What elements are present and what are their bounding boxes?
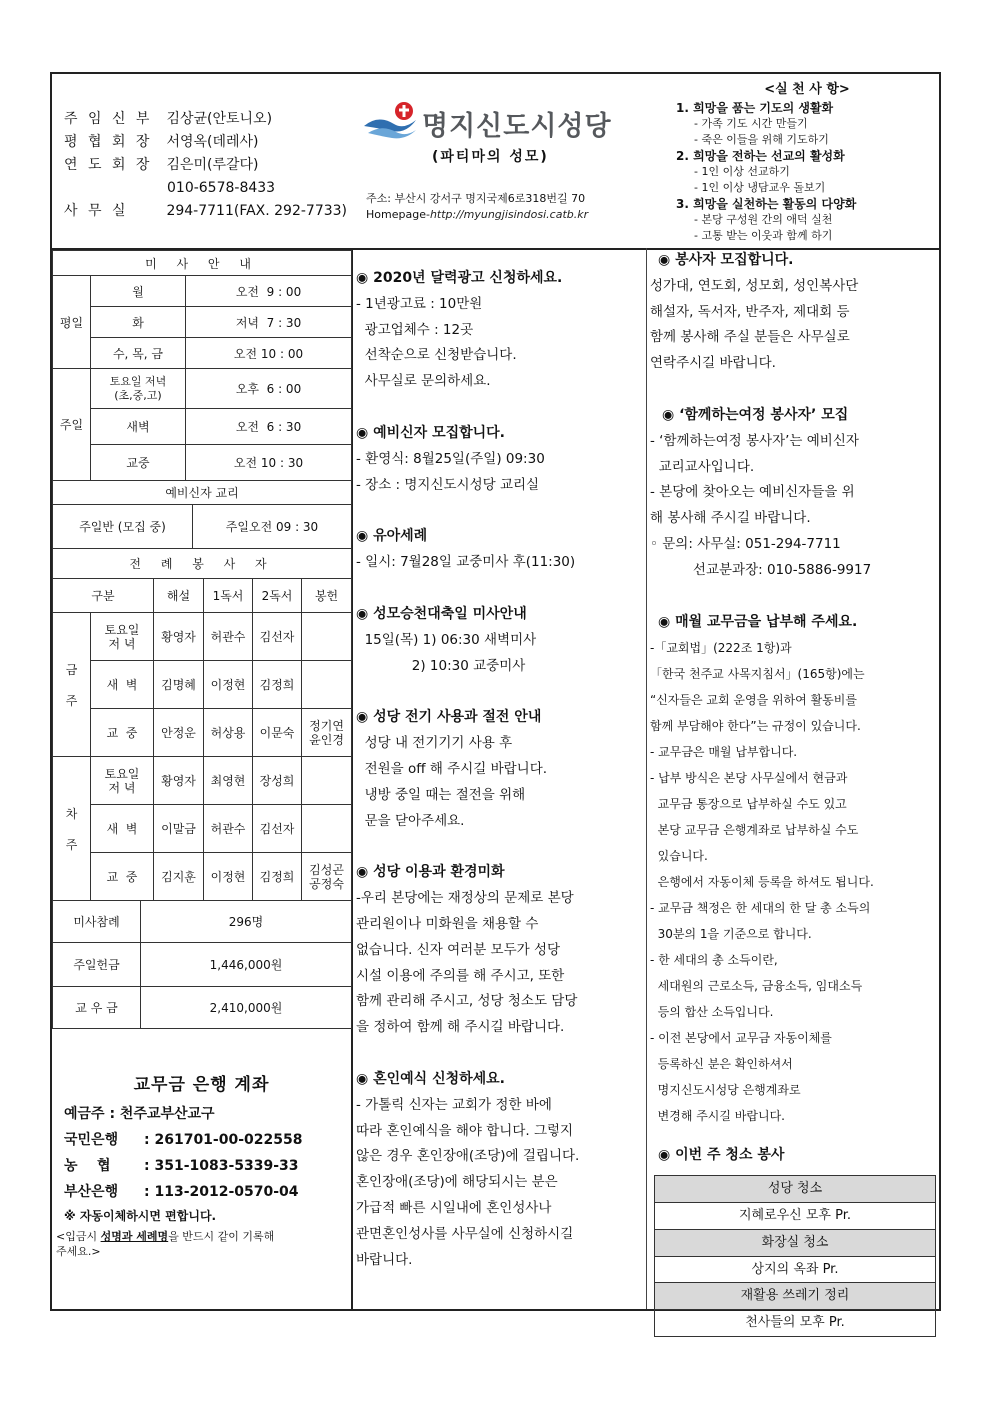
mass-title: 미 사 안 내 bbox=[53, 251, 352, 276]
heading-text: 혼인예식 신청하세요. bbox=[373, 1070, 506, 1087]
column-divider-right bbox=[646, 248, 647, 1309]
body-line: 따라 혼인예식을 해야 합니다. 그렇지 bbox=[356, 1122, 574, 1139]
liturgy-cell: 황영자 bbox=[154, 613, 204, 661]
section-heading bbox=[356, 266, 646, 292]
body-line: - 일시: 7월28일 교중미사 후(11:30) bbox=[356, 554, 576, 571]
bank-accounts bbox=[52, 1038, 351, 1259]
liturgy-cell: 이말금 bbox=[154, 805, 204, 853]
body-line: - ‘함께하는여정 봉사자’는 예비신자 bbox=[650, 432, 859, 449]
homepage-link[interactable]: http://myungjisindosi.catb.kr bbox=[429, 208, 589, 221]
liturgy-cell: 김명혜 bbox=[154, 661, 204, 709]
liturgy-cell: 정기연 윤인경 bbox=[302, 709, 352, 757]
catechumen-table bbox=[52, 480, 352, 549]
practice-item: 2. 희망을 전하는 선교의 활성화 bbox=[676, 149, 845, 163]
liturgy-cell: 김정희 bbox=[253, 661, 302, 709]
body-line: - 납부 방식은 본당 사무실에서 현금과 bbox=[650, 771, 848, 786]
middle-column bbox=[356, 266, 646, 1273]
heading-text: 예비신자 모집합니다. bbox=[373, 424, 506, 441]
body-line: - 장소 : 명지신도시성당 교리실 bbox=[356, 476, 540, 493]
office-phone: 294-7711(FAX. 292-7733) bbox=[166, 203, 348, 219]
liturgy-cell: 이문숙 bbox=[253, 709, 302, 757]
body-line: 문을 닫아주세요. bbox=[356, 812, 465, 829]
liturgy-cell: 황영자 bbox=[154, 757, 204, 805]
practice-item: 1. 희망을 품는 기도의 생활화 bbox=[676, 101, 834, 115]
body-line: 함께 부담해야 한다”는 규정이 있습니다. bbox=[650, 719, 861, 734]
bullet-icon: ◉ bbox=[658, 613, 671, 630]
account-number: : 351-1083-5339-33 bbox=[144, 1158, 299, 1174]
body-line: 등록하신 분은 확인하셔서 bbox=[650, 1057, 793, 1072]
body-line: 있습니다. bbox=[650, 849, 708, 864]
staff-list bbox=[64, 108, 347, 223]
parish-name: 명지신도시성당 bbox=[422, 111, 612, 142]
liturgy-table bbox=[52, 548, 352, 901]
liturgy-cell: 김성곤 공정숙 bbox=[302, 853, 352, 901]
cleaning-table bbox=[654, 1175, 936, 1337]
liturgy-cell bbox=[302, 661, 352, 709]
liturgy-cell: 최영현 bbox=[204, 757, 253, 805]
practice-list bbox=[676, 82, 938, 244]
heading-text: ‘함께하는여정 봉사자’ 모집 bbox=[679, 406, 849, 423]
staff-role: 주 임 신 부 bbox=[64, 111, 153, 127]
body-line: 해설자, 독서자, 반주자, 제대회 등 bbox=[650, 303, 850, 320]
stat-value: 1,446,000원 bbox=[141, 943, 352, 987]
body-line: 해 봉사해 주시길 바랍니다. bbox=[650, 510, 811, 527]
practice-sub: - 1인 이상 선교하기 bbox=[694, 165, 790, 178]
liturgy-cell bbox=[302, 805, 352, 853]
body-line: - 한 세대의 총 소득이란, bbox=[650, 953, 778, 968]
liturgy-cell: 장성희 bbox=[253, 757, 302, 805]
body-line: 교리교사입니다. bbox=[650, 458, 755, 475]
body-line: - 본당에 찾아오는 예비신자들을 위 bbox=[650, 484, 855, 501]
body-line: - 교무금 책정은 한 세대의 한 달 총 소득의 bbox=[650, 901, 871, 916]
body-line: 명지신도시성당 은행계좌로 bbox=[650, 1083, 801, 1098]
mass-time: 오전 6 : 30 bbox=[186, 409, 352, 445]
cleaning-group: 천사들의 모후 Pr. bbox=[655, 1310, 936, 1337]
mass-day: 수, 목, 금 bbox=[91, 338, 186, 369]
section-heading bbox=[356, 421, 646, 447]
account-number: : 261701-00-022558 bbox=[144, 1132, 303, 1148]
body-line: 가급적 빠른 시일내에 혼인성사나 bbox=[356, 1199, 552, 1216]
liturgy-cell bbox=[302, 613, 352, 661]
this-week-label: 금 주 bbox=[53, 613, 91, 757]
cleaning-group: 상지의 옥좌 Pr. bbox=[655, 1256, 936, 1283]
stat-value: 296명 bbox=[141, 901, 352, 943]
section-heading bbox=[356, 524, 646, 550]
heading-text: 매월 교무금을 납부해 주세요. bbox=[675, 613, 858, 630]
liturgy-cell: 이정현 bbox=[204, 661, 253, 709]
cleaning-task: 성당 청소 bbox=[655, 1176, 936, 1203]
body-line: 선착순으로 신청받습니다. bbox=[356, 347, 517, 364]
body-line: 세대원의 근로소득, 금융소득, 임대소득 bbox=[650, 979, 863, 994]
heading-text: 이번 주 청소 봉사 bbox=[675, 1147, 785, 1164]
bullet-icon: ◉ bbox=[356, 424, 369, 441]
mass-time: 저녁 7 : 30 bbox=[186, 307, 352, 338]
liturgy-mass: 교 중 bbox=[91, 709, 154, 757]
stat-label: 교 우 금 bbox=[53, 987, 141, 1029]
liturgy-mass: 새 벽 bbox=[91, 661, 154, 709]
parish-logo bbox=[360, 100, 650, 140]
next-week-label: 차 주 bbox=[53, 757, 91, 901]
foot-text: 주세요.> bbox=[56, 1245, 101, 1258]
body-line: 광고업체수 : 12곳 bbox=[356, 321, 474, 338]
bullet-icon: ◉ bbox=[356, 1070, 369, 1087]
bank-account bbox=[52, 1179, 351, 1205]
staff-phone: 010-6578-8433 bbox=[167, 180, 276, 196]
bullet-icon: ◉ bbox=[356, 864, 369, 881]
bank-note: ※ 자동이체하시면 편합니다. bbox=[64, 1209, 217, 1223]
mass-day: 월 bbox=[91, 276, 186, 307]
liturgy-header: 구분 bbox=[53, 579, 154, 613]
staff-role: 평 협 회 장 bbox=[64, 134, 153, 150]
bank-title: 교무금 은행 계좌 bbox=[133, 1075, 270, 1095]
mass-day: 교중 bbox=[91, 445, 186, 481]
practice-title: <실 천 사 항> bbox=[764, 82, 850, 97]
body-line: 교무금 통장으로 납부하실 수도 있고 bbox=[650, 797, 847, 812]
bank-account bbox=[52, 1153, 351, 1179]
stat-label: 미사참례 bbox=[53, 901, 141, 943]
mass-day: 화 bbox=[91, 307, 186, 338]
liturgy-mass: 토요일 저 녁 bbox=[91, 613, 154, 661]
body-line: 않은 경우 혼인장애(조당)에 걸립니다. bbox=[356, 1148, 580, 1165]
section-heading bbox=[650, 1143, 940, 1169]
body-line: 30분의 1을 기준으로 합니다. bbox=[650, 927, 812, 942]
body-line: - 교무금은 매월 납부합니다. bbox=[650, 745, 798, 760]
liturgy-cell: 허관수 bbox=[204, 613, 253, 661]
body-line: 은행에서 자동이체 등록을 하셔도 됩니다. bbox=[650, 875, 874, 890]
body-line: 혼인장애(조당)에 해당되시는 분은 bbox=[356, 1174, 558, 1191]
section-heading bbox=[356, 705, 646, 731]
body-line: -「교회법」(222조 1항)과 bbox=[650, 641, 792, 656]
body-line: 을 정하여 함께 해 주시길 바랍니다. bbox=[356, 1019, 565, 1036]
practice-sub: - 고통 받는 이웃과 함께 하기 bbox=[694, 229, 833, 242]
body-line: 등의 합산 소득입니다. bbox=[650, 1005, 774, 1020]
bank-name: 국민은행 bbox=[64, 1132, 119, 1148]
bullet-icon: ◉ bbox=[658, 1147, 671, 1164]
right-column bbox=[650, 248, 940, 1337]
body-line: - 환영식: 8월25일(주일) 09:30 bbox=[356, 450, 545, 467]
mass-schedule-table bbox=[52, 250, 352, 481]
bank-name: 부산은행 bbox=[64, 1184, 119, 1200]
bullet-icon: ◉ bbox=[356, 270, 369, 286]
section-heading bbox=[650, 403, 940, 429]
section-heading bbox=[650, 610, 940, 636]
bullet-icon: ◉ bbox=[658, 252, 671, 268]
bullet-icon: ◉ bbox=[356, 709, 369, 726]
staff-role: 사 무 실 bbox=[64, 203, 129, 219]
heading-text: 성당 이용과 환경미화 bbox=[373, 864, 505, 881]
mass-time: 오전 10 : 00 bbox=[186, 338, 352, 369]
body-line: 본당 교무금 은행계좌로 납부하실 수도 bbox=[650, 823, 859, 838]
mass-day: 토요일 저녁 (초,중,고) bbox=[91, 369, 186, 409]
practice-sub: - 1인 이상 냉담교우 돌보기 bbox=[694, 181, 826, 194]
body-line: 선교분과장: 010-5886-9917 bbox=[650, 561, 872, 578]
address: 주소: 부산시 강서구 명지국제6로318번길 70 bbox=[366, 192, 586, 205]
weekday-label: 평일 bbox=[53, 276, 91, 369]
body-line: 15일(목) 1) 06:30 새벽미사 bbox=[356, 631, 537, 648]
liturgy-cell: 김선자 bbox=[253, 613, 302, 661]
bullet-icon: ◉ bbox=[356, 528, 369, 545]
body-line: 성당 내 전기기기 사용 후 bbox=[356, 735, 513, 752]
foot-emphasis: 성명과 세례명 bbox=[100, 1230, 169, 1243]
bank-holder: 예금주 : 천주교부산교구 bbox=[64, 1106, 215, 1122]
bank-name: 농 협 bbox=[64, 1158, 111, 1174]
staff-name: 서영옥(데레사) bbox=[166, 134, 259, 150]
liturgy-mass: 토요일 저 녁 bbox=[91, 757, 154, 805]
body-line: -우리 본당에는 재정상의 문제로 본당 bbox=[356, 890, 574, 907]
cleaning-group: 지혜로우신 모후 Pr. bbox=[655, 1202, 936, 1229]
section-heading bbox=[356, 860, 646, 886]
staff-role: 연 도 회 장 bbox=[64, 157, 153, 173]
liturgy-cell: 허관수 bbox=[204, 805, 253, 853]
body-line: - 가톨릭 신자는 교회가 정한 바에 bbox=[356, 1096, 552, 1113]
heading-text: 성모승천대축일 미사안내 bbox=[373, 605, 527, 622]
liturgy-cell: 김선자 bbox=[253, 805, 302, 853]
section-heading bbox=[356, 602, 646, 628]
liturgy-cell: 안정운 bbox=[154, 709, 204, 757]
bank-foot bbox=[52, 1229, 351, 1259]
practice-sub: - 가족 기도 시간 만들기 bbox=[694, 117, 808, 130]
bullet-icon: ◉ bbox=[356, 605, 369, 622]
liturgy-cell: 김정희 bbox=[253, 853, 302, 901]
body-line: ◦ 문의: 사무실: 051-294-7711 bbox=[650, 535, 841, 552]
account-number: : 113-2012-0570-04 bbox=[144, 1184, 299, 1200]
body-line: 시설 이용에 주의를 해 주시고, 또한 bbox=[356, 967, 565, 984]
catechumen-title: 예비신자 교리 bbox=[53, 481, 352, 505]
parish-logo-icon bbox=[360, 100, 420, 140]
liturgy-mass: 교 중 bbox=[91, 853, 154, 901]
body-line: 냉방 중일 때는 절전을 위해 bbox=[356, 786, 526, 803]
catechumen-time: 주일오전 09 : 30 bbox=[193, 505, 352, 549]
stats-table bbox=[52, 900, 352, 1029]
body-line: 바랍니다. bbox=[356, 1251, 413, 1268]
mass-time: 오후 6 : 00 bbox=[186, 369, 352, 409]
body-line: 성가대, 연도회, 성모회, 성인복사단 bbox=[650, 277, 859, 294]
heading-text: 유아세례 bbox=[373, 528, 428, 545]
practice-sub: - 죽은 이들을 위해 기도하기 bbox=[694, 133, 829, 146]
heading-text: 봉사자 모집합니다. bbox=[675, 252, 794, 268]
heading-text: 성당 전기 사용과 절전 안내 bbox=[373, 709, 542, 726]
liturgy-cell: 허상용 bbox=[204, 709, 253, 757]
liturgy-header: 1독서 bbox=[204, 579, 253, 613]
practice-item: 3. 희망을 실천하는 활동의 다양화 bbox=[676, 197, 857, 211]
body-line: - 1년광고료 : 10만원 bbox=[356, 295, 483, 312]
stat-value: 2,410,000원 bbox=[141, 987, 352, 1029]
bullet-icon: ◉ bbox=[662, 406, 675, 423]
foot-text: <입금시 bbox=[56, 1230, 101, 1243]
catechumen-class: 주일반 (모집 중) bbox=[53, 505, 193, 549]
body-line: 연락주시길 바랍니다. bbox=[650, 355, 776, 372]
bank-account bbox=[52, 1127, 351, 1153]
sunday-label: 주일 bbox=[53, 369, 91, 481]
left-column bbox=[52, 250, 351, 1258]
section-heading bbox=[650, 248, 940, 274]
foot-text: 을 반드시 같이 기록해 bbox=[168, 1230, 275, 1243]
homepage-label: Homepage- bbox=[366, 208, 430, 221]
liturgy-title: 전 례 봉 사 자 bbox=[53, 549, 352, 579]
staff-name: 김상균(안토니오) bbox=[166, 111, 273, 127]
homepage bbox=[366, 208, 588, 221]
body-line: 관리원이나 미화원을 채용할 수 bbox=[356, 915, 539, 932]
body-line: “신자들은 교회 운영을 위하여 활동비를 bbox=[650, 693, 857, 708]
body-line: 관면혼인성사를 사무실에 신청하시길 bbox=[356, 1225, 574, 1242]
body-line: 함께 관리해 주시고, 성당 청소도 담당 bbox=[356, 993, 578, 1010]
cleaning-task: 화장실 청소 bbox=[655, 1229, 936, 1256]
body-line: 사무실로 문의하세요. bbox=[356, 373, 491, 390]
stat-label: 주일헌금 bbox=[53, 943, 141, 987]
liturgy-cell: 김지훈 bbox=[154, 853, 204, 901]
liturgy-mass: 새 벽 bbox=[91, 805, 154, 853]
mass-time: 오전 9 : 00 bbox=[186, 276, 352, 307]
body-line: - 이전 본당에서 교무금 자동이체를 bbox=[650, 1031, 832, 1046]
patron-title: (파티마의 성모) bbox=[432, 149, 549, 165]
liturgy-header: 봉헌 bbox=[302, 579, 352, 613]
body-line: 전원을 off 해 주시길 바랍니다. bbox=[356, 760, 548, 777]
body-line: 2) 10:30 교중미사 bbox=[356, 657, 526, 674]
section-heading bbox=[356, 1067, 646, 1093]
body-line: 변경해 주시길 바랍니다. bbox=[650, 1109, 785, 1124]
liturgy-header: 해설 bbox=[154, 579, 204, 613]
mass-time: 오전 10 : 30 bbox=[186, 445, 352, 481]
body-line: 없습니다. 신자 여러분 모두가 성당 bbox=[356, 941, 561, 958]
mass-day: 새벽 bbox=[91, 409, 186, 445]
staff-name: 김은미(루갈다) bbox=[166, 157, 259, 173]
body-line: 함께 봉사해 주실 분들은 사무실로 bbox=[650, 329, 850, 346]
liturgy-cell bbox=[302, 757, 352, 805]
cleaning-task: 재활용 쓰레기 정리 bbox=[655, 1283, 936, 1310]
liturgy-header: 2독서 bbox=[253, 579, 302, 613]
bulletin-frame bbox=[50, 72, 941, 1331]
heading-text: 2020년 달력광고 신청하세요. bbox=[373, 270, 563, 286]
liturgy-cell: 이정현 bbox=[204, 853, 253, 901]
body-line: 「한국 천주교 사목지침서」(165항)에는 bbox=[650, 667, 865, 682]
practice-sub: - 본당 구성원 간의 애덕 실천 bbox=[694, 213, 833, 226]
